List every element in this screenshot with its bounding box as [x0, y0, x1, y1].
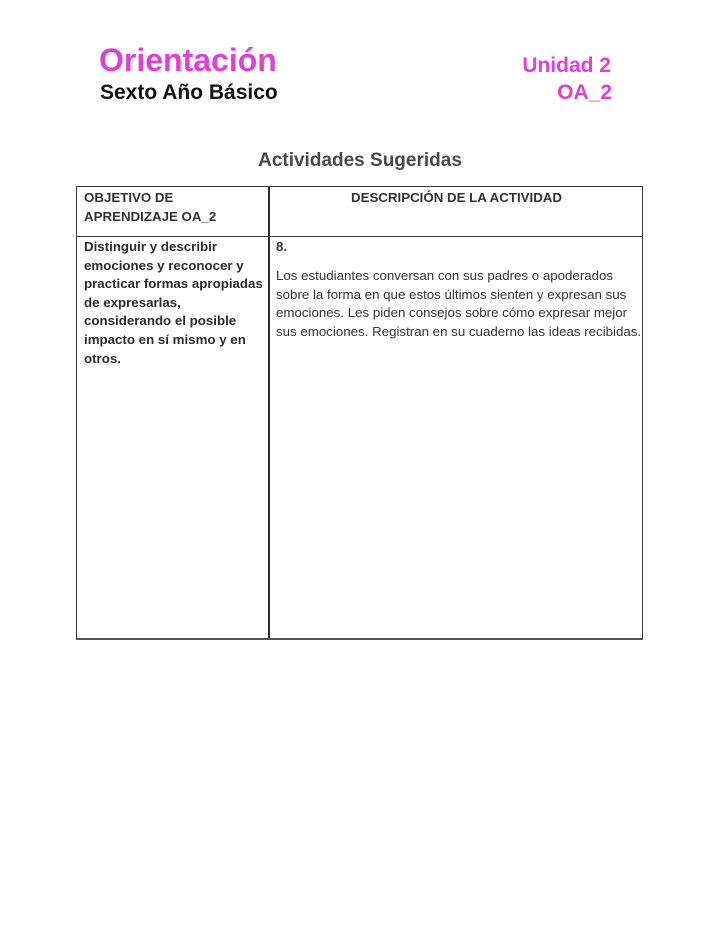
objective-cell: Distinguir y describir emociones y reconocer y practicar formas apropiadas de expresarlas, considerando el posible impacto en sí mismo y en otros. [84, 239, 263, 366]
activities-table [76, 186, 643, 640]
column-header-objective: OBJETIVO DE APRENDIZAJE OA_2 [84, 190, 217, 224]
activity-cell [276, 238, 642, 342]
unit-label: Unidad 2 [522, 54, 611, 77]
activity-number: 8. [276, 239, 288, 254]
column-divider [268, 187, 270, 638]
activity-description: Los estudiantes conversan con sus padres o apoderados sobre la forma en que estos últimos sienten y expresan sus emociones. Les piden consejos sobre cómo expresar mejor sus emociones. Registran en su cuaderno las ideas recibidas. [276, 267, 642, 340]
objective-code-label: OA_2 [557, 81, 612, 104]
section-title: Actividades Sugeridas [258, 150, 462, 171]
grade-subtitle: Sexto Año Básico [100, 81, 278, 104]
subject-title: Orientación [99, 42, 277, 78]
column-header-description: DESCRIPCIÓN DE LA ACTIVIDAD [350, 190, 563, 205]
header-row-divider [77, 236, 642, 237]
